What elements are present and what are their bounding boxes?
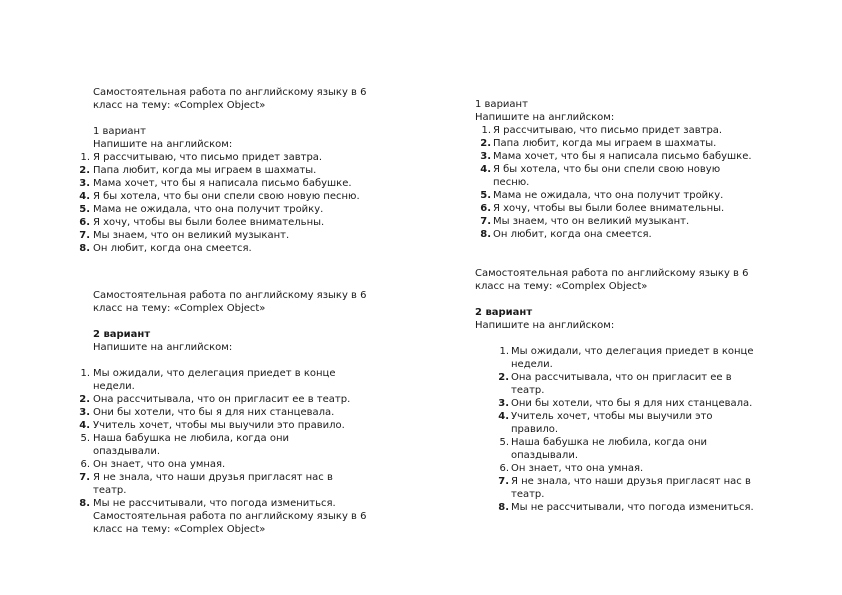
worksheet-title: Самостоятельная работа по английскому языку в 6 — [93, 87, 367, 98]
list-item: 8. Он любит, когда она смеется. — [480, 229, 652, 240]
variant-label: 1 вариант — [93, 126, 146, 137]
list-item: 6. Он знает, что она умная. — [499, 463, 644, 474]
list-item-continuation: песню. — [493, 177, 530, 188]
variant-label: 1 вариант — [475, 99, 528, 110]
list-item-continuation: театр. — [511, 385, 545, 396]
list-item: 7. Я не знала, что наши друзья пригласят нас в — [79, 472, 333, 483]
task-list — [79, 367, 393, 510]
task-list — [79, 151, 393, 255]
list-item: 4. Я бы хотела, что бы они спели свою новую — [480, 164, 721, 175]
left-column — [79, 86, 393, 536]
list-item-continuation: опаздывали. — [93, 446, 161, 457]
list-item: 2. Папа любит, когда мы играем в шахматы. — [79, 165, 317, 176]
worksheet-title: Самостоятельная работа по английскому языку в 6 — [475, 268, 749, 279]
list-item-continuation: опаздывали. — [511, 450, 579, 461]
variant-label: 2 вариант — [93, 329, 151, 340]
list-item: 4. Я бы хотела, что бы они спели свою новую песню. — [79, 191, 360, 202]
list-item: 1. Я рассчитываю, что письмо придет завтра. — [481, 125, 723, 136]
list-item: 3. Мама хочет, что бы я написала письмо бабушке. — [480, 151, 752, 162]
list-item-continuation: недели. — [93, 381, 135, 392]
list-item: 6. Я хочу, чтобы вы были более внимательны. — [480, 203, 725, 214]
instruction: Напишите на английском: — [93, 342, 233, 353]
list-item: 4. Учитель хочет, чтобы мы выучили это — [498, 411, 713, 422]
list-item-continuation: правило. — [511, 424, 559, 435]
list-item: 7. Мы знаем, что он великий музыкант. — [79, 230, 290, 241]
worksheet-title-line2: класс на тему: «Complex Object» — [475, 281, 648, 292]
list-item: 1. Мы ожидали, что делегация приедет в конце — [80, 368, 336, 379]
list-item-continuation: театр. — [511, 489, 545, 500]
list-item: 8. Он любит, когда она смеется. — [79, 243, 252, 254]
list-item: 5. Наша бабушка не любила, когда они — [80, 433, 289, 444]
list-item: 1. Я рассчитываю, что письмо придет завтра. — [80, 152, 323, 163]
right-column — [475, 98, 775, 514]
list-item: 7. Я не знала, что наши друзья пригласят нас в — [498, 476, 751, 487]
list-item: 6. Он знает, что она умная. — [80, 459, 226, 470]
list-item: 3. Мама хочет, что бы я написала письмо бабушке. — [79, 178, 352, 189]
list-item-continuation: театр. — [93, 485, 127, 496]
instruction: Напишите на английском: — [93, 139, 233, 150]
task-list — [498, 345, 775, 514]
list-item: 3. Они бы хотели, что бы я для них станцевала. — [79, 407, 335, 418]
list-item: 5. Наша бабушка не любила, когда они — [499, 437, 707, 448]
instruction: Напишите на английском: — [475, 320, 615, 331]
instruction: Напишите на английском: — [475, 112, 615, 123]
worksheet-title-line2: класс на тему: «Complex Object» — [93, 100, 266, 111]
list-item: 2. Она рассчитывала, что он пригласит ее в — [498, 372, 732, 383]
list-item: 2. Она рассчитывала, что он пригласит ее в театр. — [79, 394, 351, 405]
worksheet-title-line2: класс на тему: «Complex Object» — [93, 524, 266, 535]
list-item: 6. Я хочу, чтобы вы были более внимательны. — [79, 217, 325, 228]
list-item: 3. Они бы хотели, что бы я для них станцевала. — [498, 398, 753, 409]
worksheet-title: Самостоятельная работа по английскому языку в 6 — [93, 290, 367, 301]
list-item: 4. Учитель хочет, чтобы мы выучили это правило. — [79, 420, 345, 431]
list-item: 8. Мы не рассчитывали, что погода измениться. — [79, 498, 336, 509]
list-item-continuation: недели. — [511, 359, 553, 370]
list-item: 5. Мама не ожидала, что она получит тройку. — [79, 204, 324, 215]
list-item: 7. Мы знаем, что он великий музыкант. — [480, 216, 690, 227]
worksheet-title: Самостоятельная работа по английскому языку в 6 — [93, 511, 367, 522]
task-list — [480, 124, 775, 241]
list-item: 2. Папа любит, когда мы играем в шахматы. — [480, 138, 717, 149]
list-item: 5. Мама не ожидала, что она получит тройку. — [480, 190, 724, 201]
worksheet-title-line2: класс на тему: «Complex Object» — [93, 303, 266, 314]
variant-label: 2 вариант — [475, 307, 533, 318]
list-item: 8. Мы не рассчитывали, что погода измениться. — [498, 502, 754, 513]
list-item: 1. Мы ожидали, что делегация приедет в конце — [499, 346, 754, 357]
